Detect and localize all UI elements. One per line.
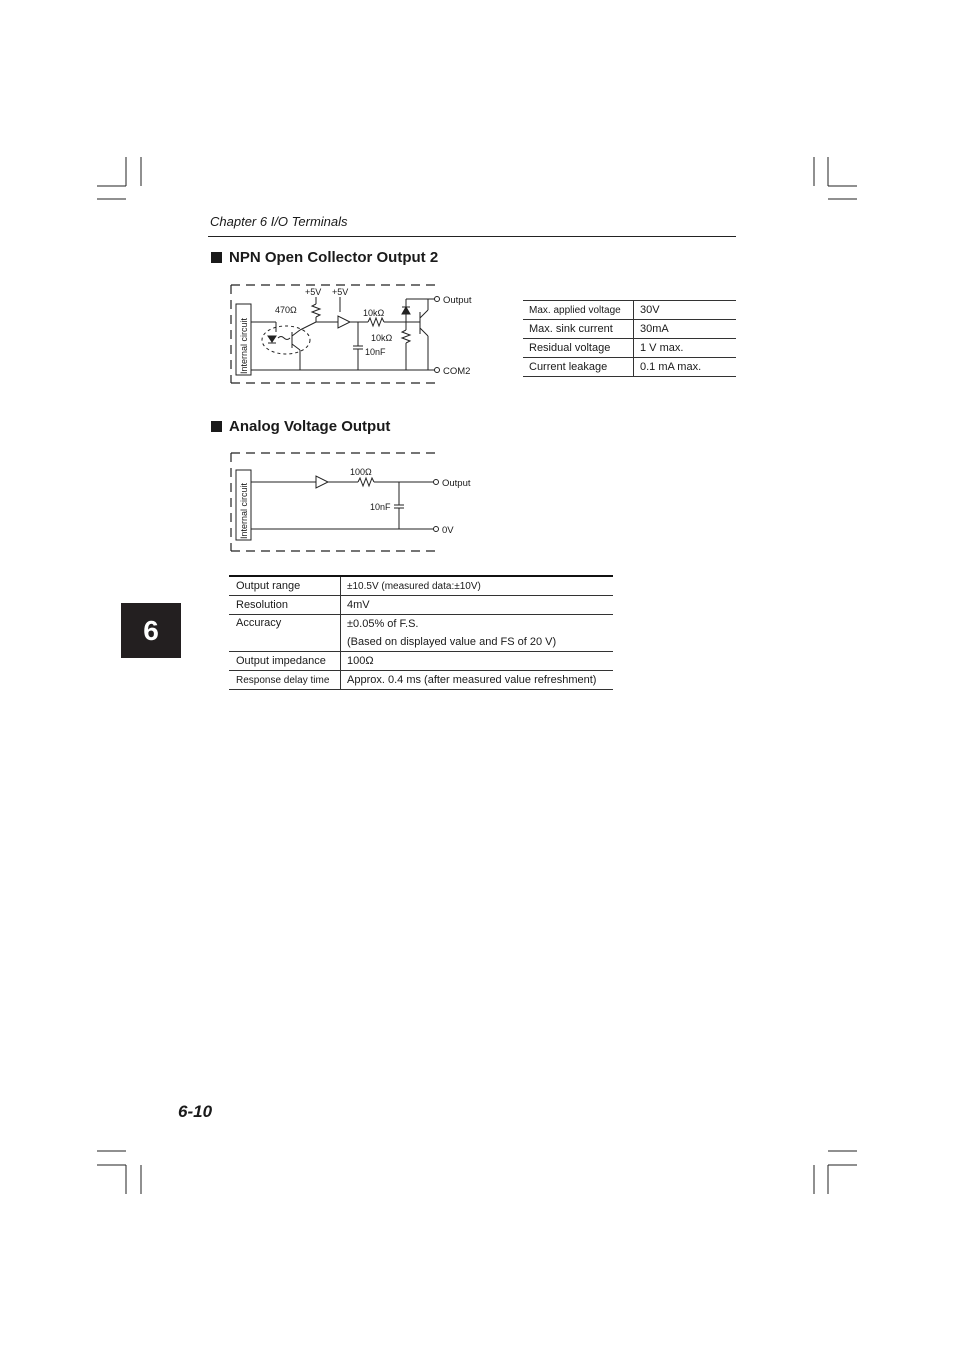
spec-value <box>341 615 614 652</box>
npn-cap-10nf: 10nF <box>365 347 386 357</box>
spec-value-line2: (Based on displayed value and FS of 20 V) <box>347 636 557 648</box>
bullet-square-icon <box>211 252 222 263</box>
analog-circuit-diagram <box>228 450 488 556</box>
analog-r-100: 100Ω <box>350 467 372 477</box>
table-row <box>523 320 736 339</box>
npn-output-label: Output <box>443 295 472 306</box>
spec-label: Output impedance <box>229 652 341 671</box>
spec-value-line1: ±0.05% of F.S. <box>347 618 419 630</box>
spec-value: Approx. 0.4 ms (after measured value refreshment) <box>341 671 614 690</box>
analog-output-label: Output <box>442 478 471 489</box>
spec-label: Accuracy <box>229 615 341 652</box>
analog-cap-10nf: 10nF <box>370 502 391 512</box>
table-row <box>229 576 613 596</box>
page-number: 6-10 <box>178 1102 213 1121</box>
spec-label: Max. applied voltage <box>523 301 634 320</box>
chapter-side-tab: 6 <box>121 603 181 658</box>
spec-value: 100Ω <box>341 652 614 671</box>
spec-value: 4mV <box>341 596 614 615</box>
npn-spec-table <box>523 300 736 377</box>
section-title-analog-text: Analog Voltage Output <box>229 418 391 435</box>
table-row <box>523 339 736 358</box>
analog-spec-table <box>229 575 613 690</box>
section-title-analog <box>211 418 390 435</box>
spec-label: Current leakage <box>523 358 634 377</box>
section-title-npn-text: NPN Open Collector Output 2 <box>229 249 439 266</box>
npn-supply-1: +5V <box>305 287 322 297</box>
spec-label: Resolution <box>229 596 341 615</box>
chapter-header: Chapter 6 I/O Terminals <box>210 214 348 229</box>
table-row <box>229 652 613 671</box>
spec-value: 1 V max. <box>634 339 737 358</box>
npn-internal-circuit-label: Internal circuit <box>239 317 249 374</box>
npn-r-10k-b: 10kΩ <box>371 333 393 343</box>
section-title-npn <box>211 249 438 266</box>
npn-com2-label: COM2 <box>443 366 471 377</box>
spec-label: Output range <box>229 576 341 596</box>
npn-circuit-diagram <box>228 282 488 388</box>
spec-value: 30V <box>634 301 737 320</box>
analog-internal-circuit-label: Internal circuit <box>239 482 249 539</box>
spec-value: ±10.5V (measured data:±10V) <box>341 576 614 596</box>
table-row <box>523 358 736 377</box>
table-row <box>523 301 736 320</box>
npn-r-470: 470Ω <box>275 305 297 315</box>
analog-0v-label: 0V <box>442 525 454 536</box>
bullet-square-icon <box>211 421 222 432</box>
spec-value: 30mA <box>634 320 737 339</box>
npn-supply-2: +5V <box>332 287 349 297</box>
spec-label: Residual voltage <box>523 339 634 358</box>
table-row <box>229 615 613 652</box>
spec-value: 0.1 mA max. <box>634 358 737 377</box>
table-row <box>229 596 613 615</box>
npn-r-10k-a: 10kΩ <box>363 308 385 318</box>
spec-label: Max. sink current <box>523 320 634 339</box>
header-rule <box>208 236 736 237</box>
table-row <box>229 671 613 690</box>
spec-label: Response delay time <box>229 671 341 690</box>
